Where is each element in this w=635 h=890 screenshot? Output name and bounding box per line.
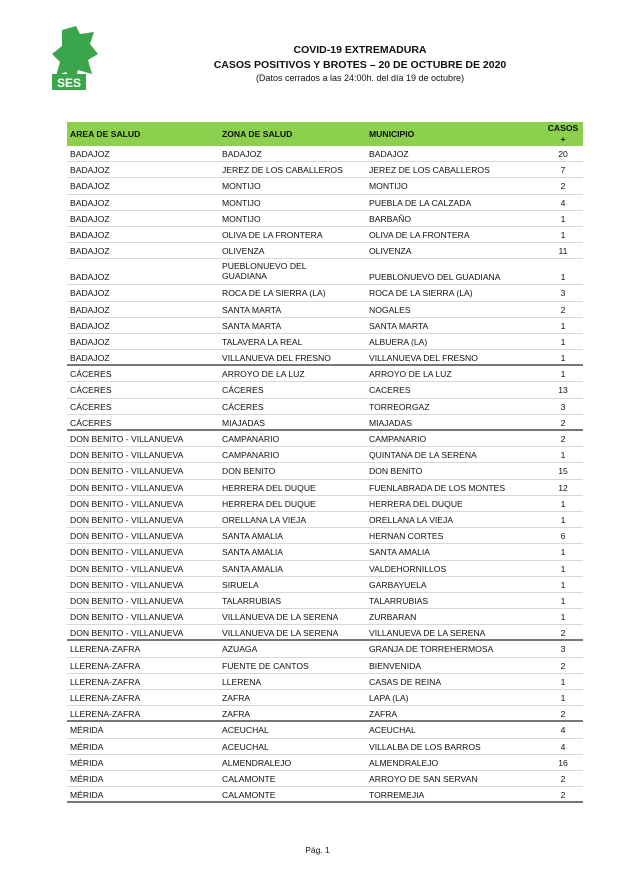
cell-municipio: HERRERA DEL DUQUE: [369, 498, 463, 509]
cell-municipio: GARBAYUELA: [369, 579, 427, 590]
table-row: [67, 512, 583, 528]
cell-zona: TALAVERA LA REAL: [222, 336, 303, 347]
cell-casos: 1: [560, 229, 566, 240]
table-row: [67, 544, 583, 560]
cell-municipio: LAPA (LA): [369, 693, 409, 703]
cell-zona: SANTA AMALIA: [222, 547, 283, 558]
cell-casos: 6: [560, 531, 566, 542]
cell-area: MÉRIDA: [70, 741, 104, 752]
cell-casos: 1: [560, 369, 566, 380]
cell-zona: HERRERA DEL DUQUE: [222, 482, 316, 493]
cell-municipio: NOGALES: [369, 304, 411, 315]
cell-casos: 2: [560, 790, 566, 801]
cell-area: DON BENITO - VILLANUEVA: [70, 547, 184, 558]
cell-area: LLERENA-ZAFRA: [70, 644, 141, 655]
cell-zona: VILLANUEVA DEL FRESNO: [222, 353, 331, 364]
table-row: [67, 146, 583, 162]
document-title: COVID-19 EXTREMADURA: [293, 44, 427, 56]
cell-casos: 1: [560, 336, 566, 347]
cell-municipio: CACERES: [369, 385, 411, 396]
cell-casos: 1: [560, 563, 566, 574]
cell-zona: ORELLANA LA VIEJA: [222, 514, 307, 525]
table-row: [67, 528, 583, 544]
cell-area: BADAJOZ: [70, 213, 110, 224]
cell-casos: 1: [560, 514, 566, 525]
cell-zona: SANTA AMALIA: [222, 563, 283, 574]
cell-municipio: BIENVENIDA: [369, 660, 422, 671]
cell-zona: ROCA DE LA SIERRA (LA): [222, 288, 326, 299]
cell-zona: ALMENDRALEJO: [222, 757, 292, 768]
cell-casos: 1: [560, 272, 566, 283]
cell-municipio: TORREMEJIA: [369, 790, 425, 801]
table-row: [67, 447, 583, 463]
cases-table: [67, 122, 583, 803]
cell-area: CÁCERES: [70, 401, 112, 412]
cell-casos: 7: [560, 165, 566, 176]
cell-casos: 12: [558, 482, 568, 493]
cell-municipio: PUEBLA DE LA CALZADA: [369, 197, 472, 208]
cell-zona: VILLANUEVA DE LA SERENA: [222, 612, 339, 623]
table-row: [67, 366, 583, 382]
cell-municipio: CASAS DE REINA: [369, 676, 442, 687]
cell-casos: 1: [560, 498, 566, 509]
col-header-municipio: MUNICIPIO: [369, 129, 415, 139]
cell-zona: ACEUCHAL: [222, 741, 269, 752]
cell-municipio: QUINTANA DE LA SERENA: [369, 450, 477, 461]
cell-area: DON BENITO - VILLANUEVA: [70, 514, 184, 525]
table-row: [67, 496, 583, 512]
cell-municipio: VILLANUEVA DEL FRESNO: [369, 353, 478, 364]
cell-zona: CAMPANARIO: [222, 434, 280, 444]
cell-municipio: VALDEHORNILLOS: [369, 563, 447, 574]
table-row: [67, 399, 583, 415]
document-subtitle: CASOS POSITIVOS Y BROTES – 20 DE OCTUBRE DE 2020: [213, 59, 507, 71]
cell-zona: CALAMONTE: [222, 790, 276, 801]
cell-casos: 1: [560, 450, 566, 461]
cell-zona: FUENTE DE CANTOS: [222, 660, 309, 671]
cell-area: BADAJOZ: [70, 272, 110, 283]
cell-casos: 2: [560, 773, 566, 784]
cell-casos: 2: [560, 628, 566, 639]
cell-casos: 2: [560, 660, 566, 671]
cell-casos: 2: [560, 709, 566, 720]
cell-casos: 15: [558, 466, 568, 477]
table-row: [67, 690, 583, 706]
cell-municipio: ALMENDRALEJO: [369, 757, 439, 768]
cell-zona: ZAFRA: [222, 693, 251, 703]
cell-municipio: VILLANUEVA DE LA SERENA: [369, 628, 486, 639]
table-row: [67, 771, 583, 787]
table-row: [67, 334, 583, 350]
cell-area: CÁCERES: [70, 417, 112, 428]
cell-area: CÁCERES: [70, 369, 112, 380]
cell-municipio: MIAJADAS: [369, 417, 412, 428]
cell-casos: 2: [560, 434, 566, 444]
cell-area: DON BENITO - VILLANUEVA: [70, 579, 184, 590]
cell-municipio: DON BENITO: [369, 466, 423, 477]
cell-municipio: TALARRUBIAS: [369, 595, 429, 606]
cell-municipio: ARROYO DE LA LUZ: [369, 369, 452, 380]
table-row: [67, 593, 583, 609]
cell-municipio: GRANJA DE TORREHERMOSA: [369, 644, 494, 655]
cell-area: BADAJOZ: [70, 149, 110, 159]
table-row: [67, 178, 583, 194]
cell-zona: ACEUCHAL: [222, 725, 269, 736]
cell-area: MÉRIDA: [70, 790, 104, 801]
cell-zona: OLIVENZA: [222, 246, 265, 257]
cell-casos: 1: [560, 213, 566, 224]
cell-area: MÉRIDA: [70, 773, 104, 784]
table-row: [67, 641, 583, 657]
cell-area: BADAJOZ: [70, 181, 110, 192]
table-row: [67, 722, 583, 738]
ses-logo-text: SES: [56, 76, 82, 90]
cell-municipio: ROCA DE LA SIERRA (LA): [369, 288, 473, 299]
cell-municipio: SANTA MARTA: [369, 320, 429, 331]
cell-municipio: ORELLANA LA VIEJA: [369, 514, 454, 525]
col-header-casos: [543, 123, 583, 145]
table-row: [67, 302, 583, 318]
cell-area: DON BENITO - VILLANUEVA: [70, 450, 184, 461]
cell-area: BADAJOZ: [70, 246, 110, 257]
table-row: [67, 480, 583, 496]
cell-municipio: MONTIJO: [369, 181, 408, 192]
cell-area: LLERENA-ZAFRA: [70, 660, 141, 671]
table-row: [67, 259, 583, 285]
cell-zona: SANTA MARTA: [222, 320, 282, 331]
table-row: [67, 674, 583, 690]
table-row: [67, 625, 583, 641]
table-row: [67, 415, 583, 431]
table-row: [67, 739, 583, 755]
cell-zona: DON BENITO: [222, 466, 276, 477]
cell-zona: MONTIJO: [222, 213, 261, 224]
cell-zona: OLIVA DE LA FRONTERA: [222, 229, 323, 240]
cell-zona: MONTIJO: [222, 181, 261, 192]
cell-zona: CAMPANARIO: [222, 450, 280, 461]
cell-area: DON BENITO - VILLANUEVA: [70, 628, 184, 639]
table-row: [67, 658, 583, 674]
cell-casos: 16: [558, 757, 568, 768]
cell-zona: ZAFRA: [222, 709, 251, 720]
cell-area: MÉRIDA: [70, 725, 104, 736]
ses-logo: [50, 26, 102, 94]
cell-municipio: ZURBARAN: [369, 612, 417, 623]
cell-zona: SANTA AMALIA: [222, 531, 283, 542]
cell-casos: 3: [560, 401, 566, 412]
cell-zona: VILLANUEVA DE LA SERENA: [222, 628, 339, 639]
cell-area: BADAJOZ: [70, 320, 110, 331]
table-row: [67, 162, 583, 178]
cell-municipio: CAMPANARIO: [369, 434, 427, 444]
cell-municipio: VILLALBA DE LOS BARROS: [369, 741, 481, 752]
cell-casos: 1: [560, 676, 566, 687]
cell-zona: MIAJADAS: [222, 417, 265, 428]
cell-municipio: OLIVENZA: [369, 246, 412, 257]
cell-casos: 2: [560, 304, 566, 315]
cell-municipio: PUEBLONUEVO DEL GUADIANA: [369, 272, 501, 283]
cell-casos: 4: [560, 197, 566, 208]
cell-area: BADAJOZ: [70, 353, 110, 364]
cell-municipio: ALBUERA (LA): [369, 336, 428, 347]
table-row: [67, 195, 583, 211]
col-header-zona: ZONA DE SALUD: [222, 129, 293, 139]
cell-municipio: BADAJOZ: [369, 149, 409, 159]
table-row: [67, 350, 583, 366]
cell-area: DON BENITO - VILLANUEVA: [70, 482, 184, 493]
cell-casos: 3: [560, 288, 566, 299]
cell-zona: HERRERA DEL DUQUE: [222, 498, 316, 509]
table-row: [67, 318, 583, 334]
cell-municipio: ARROYO DE SAN SERVAN: [369, 773, 478, 784]
table-body: [67, 146, 583, 803]
cell-zona: SANTA MARTA: [222, 304, 282, 315]
table-row: [67, 561, 583, 577]
document-note: (Datos cerrados a las 24:00h. del día 19 de octubre): [255, 73, 465, 83]
col-header-casos-label: CASOS +: [547, 123, 579, 144]
cell-casos: 1: [560, 353, 566, 364]
cell-municipio: FUENLABRADA DE LOS MONTES: [369, 482, 506, 493]
cell-area: DON BENITO - VILLANUEVA: [70, 563, 184, 574]
table-row: [67, 787, 583, 803]
table-row: [67, 431, 583, 447]
page-number: Pág. 1: [305, 845, 330, 855]
table-row: [67, 706, 583, 722]
cell-zona: ARROYO DE LA LUZ: [222, 369, 305, 380]
cell-zona: CALAMONTE: [222, 773, 276, 784]
table-row: [67, 577, 583, 593]
cell-municipio: ZAFRA: [369, 709, 398, 720]
cell-area: BADAJOZ: [70, 165, 110, 176]
cell-casos: 13: [558, 385, 568, 396]
cell-zona: MONTIJO: [222, 197, 261, 208]
table-header: [67, 122, 583, 146]
cell-area: BADAJOZ: [70, 304, 110, 315]
cell-area: BADAJOZ: [70, 229, 110, 240]
table-row: [67, 463, 583, 479]
cell-zona: LLERENA: [222, 676, 262, 687]
cell-zona: CÁCERES: [222, 401, 264, 412]
cell-zona: JEREZ DE LOS CABALLEROS: [222, 165, 343, 176]
cell-casos: 1: [560, 579, 566, 590]
cell-municipio: OLIVA DE LA FRONTERA: [369, 229, 470, 240]
cell-area: DON BENITO - VILLANUEVA: [70, 434, 184, 444]
cell-area: LLERENA-ZAFRA: [70, 693, 141, 703]
cell-zona: SIRUELA: [222, 579, 259, 590]
cell-zona: AZUAGA: [222, 644, 258, 655]
document-header: [100, 44, 620, 84]
cell-casos: 4: [560, 741, 566, 752]
cell-zona: TALARRUBIAS: [222, 595, 282, 606]
cell-zona: CÁCERES: [222, 385, 264, 396]
cell-casos: 1: [560, 595, 566, 606]
col-header-area: AREA DE SALUD: [70, 129, 141, 139]
cell-municipio: ACEUCHAL: [369, 725, 416, 736]
cell-municipio: TORREORGAZ: [369, 401, 430, 412]
cell-casos: 11: [558, 246, 568, 257]
cell-area: DON BENITO - VILLANUEVA: [70, 612, 184, 623]
cell-municipio: SANTA AMALIA: [369, 547, 430, 558]
table-row: [67, 211, 583, 227]
table-row: [67, 755, 583, 771]
cell-municipio: HERNAN CORTES: [369, 531, 444, 542]
cell-casos: 2: [560, 181, 566, 192]
cell-area: BADAJOZ: [70, 336, 110, 347]
table-row: [67, 243, 583, 259]
table-row: [67, 227, 583, 243]
cell-area: LLERENA-ZAFRA: [70, 676, 141, 687]
cell-casos: 2: [560, 417, 566, 428]
table-row: [67, 382, 583, 398]
cell-municipio: JEREZ DE LOS CABALLEROS: [369, 165, 490, 176]
cell-casos: 4: [560, 725, 566, 736]
cell-area: CÁCERES: [70, 385, 112, 396]
cell-area: BADAJOZ: [70, 197, 110, 208]
cell-area: DON BENITO - VILLANUEVA: [70, 498, 184, 509]
cell-area: DON BENITO - VILLANUEVA: [70, 595, 184, 606]
cell-area: MÉRIDA: [70, 757, 104, 768]
cell-area: DON BENITO - VILLANUEVA: [70, 531, 184, 542]
cell-area: LLERENA-ZAFRA: [70, 709, 141, 720]
cell-casos: 1: [560, 320, 566, 331]
cell-zona: PUEBLONUEVO DEL GUADIANA: [222, 261, 307, 282]
cell-zona: BADAJOZ: [222, 149, 262, 159]
cell-casos: 1: [560, 612, 566, 623]
cell-casos: 1: [560, 547, 566, 558]
cell-casos: 3: [560, 644, 566, 655]
cell-casos: 20: [558, 149, 568, 159]
cell-casos: 1: [560, 693, 566, 703]
cell-municipio: BARBAÑO: [369, 213, 412, 224]
table-row: [67, 285, 583, 301]
cell-area: BADAJOZ: [70, 288, 110, 299]
cell-area: DON BENITO - VILLANUEVA: [70, 466, 184, 477]
table-row: [67, 609, 583, 625]
